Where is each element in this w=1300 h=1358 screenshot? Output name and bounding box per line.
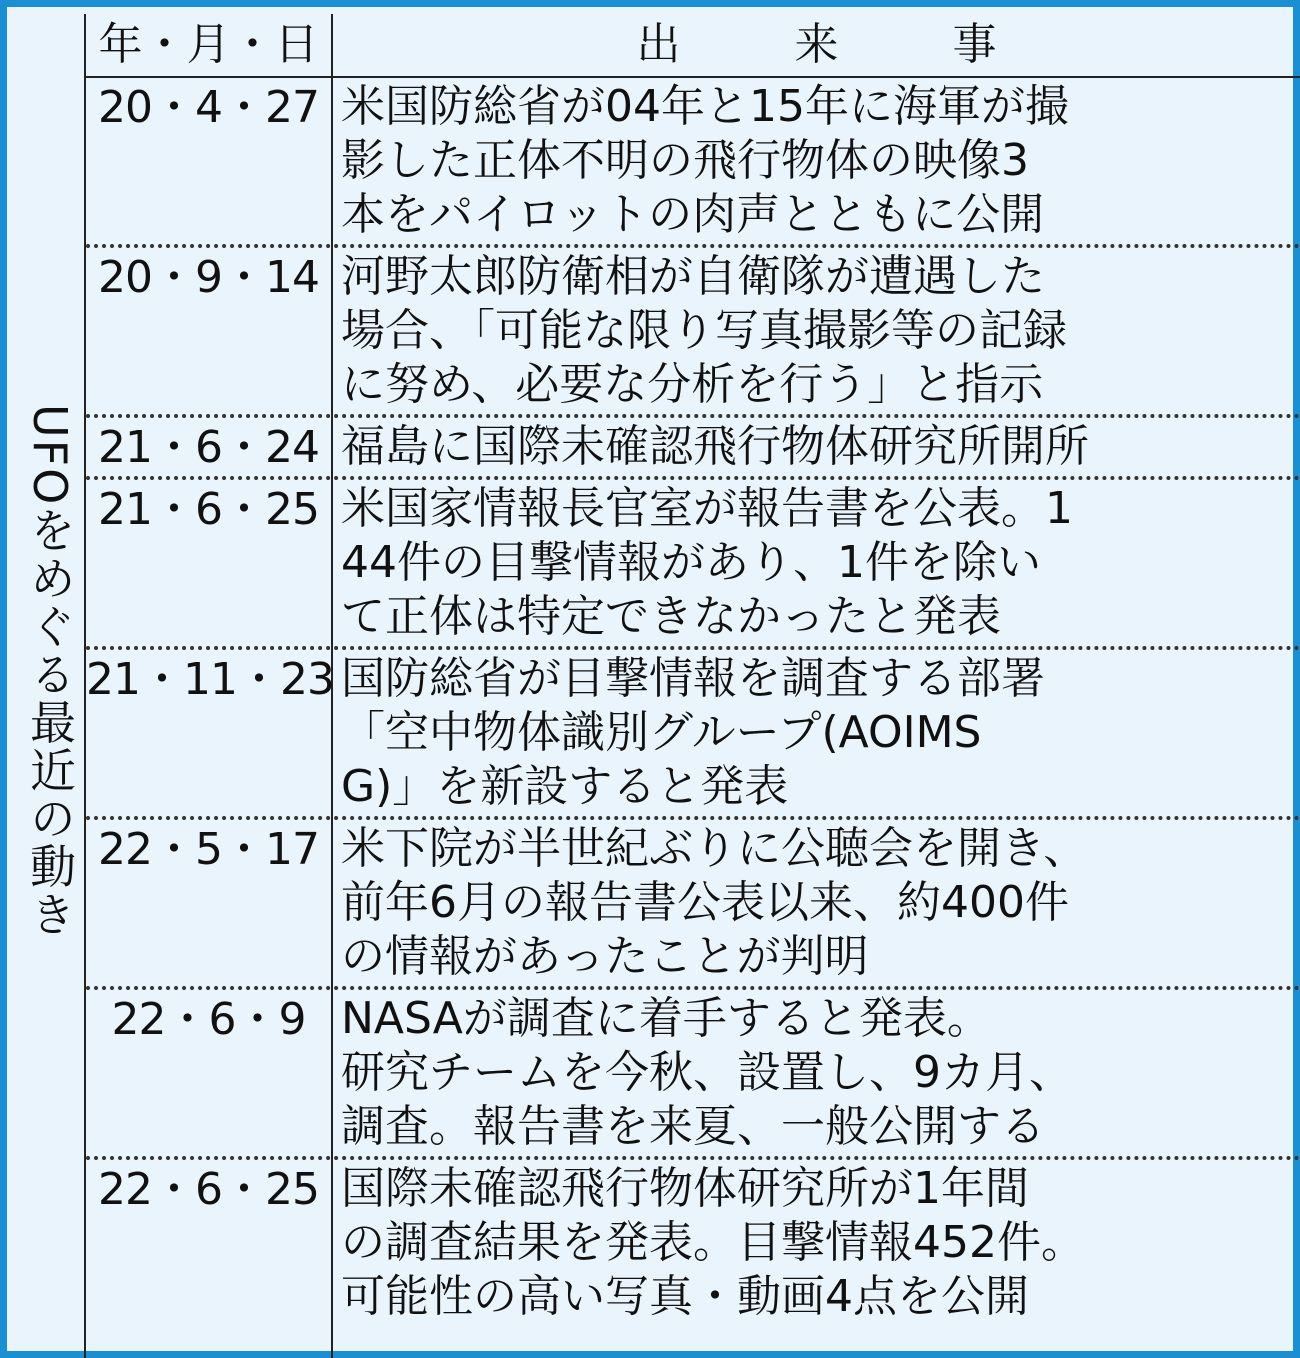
event-text-line: 「空中物体識別グループ(AOIMS [341,707,982,758]
table-row [86,650,1300,820]
event-date: 21・11・23 [86,654,334,705]
event-date: 20・9・14 [98,252,319,303]
event-description [341,78,1291,244]
header-row [86,14,1300,78]
event-text-line: NASAが調査に着手すると発表。 [341,993,991,1044]
events-table [86,14,1300,1358]
table-body [86,78,1300,1326]
event-text-line: 米下院が半世紀ぶりに公聴会を開き、 [341,823,1088,874]
event-description [341,1160,1291,1326]
event-description [341,480,1291,646]
table-row [86,418,1300,480]
event-text-line: 河野太郎防衛相が自衛隊が遭遇した [341,251,1045,302]
table-row [86,480,1300,650]
event-description [341,248,1291,414]
event-text-line: 前年6月の報告書公表以来、約400件 [341,877,1069,928]
event-text-line: 福島に国際未確認飛行物体研究所開所 [341,421,1089,472]
event-text-line: 本をパイロットの肉声とともに公開 [341,189,1045,240]
event-text-line: に努め、必要な分析を行う」と指示 [341,359,1044,410]
event-text-line: 場合、「可能な限り写真撮影等の記録 [341,305,1067,356]
event-text-line: 影した正体不明の飛行物体の映像3 [341,135,1029,186]
event-text-line: G)」を新設すると発表 [341,761,789,812]
event-text-line: 可能性の高い写真・動画4点を公開 [341,1271,1029,1322]
event-column-header: 出 来 事 [636,19,1047,70]
event-date: 22・5・17 [98,824,319,875]
event-date: 22・6・9 [111,994,306,1045]
event-description [341,990,1291,1156]
table-row [86,1160,1300,1326]
date-column-header: 年・月・日 [98,19,319,70]
event-text-line: 米国防総省が04年と15年に海軍が撮 [341,81,1069,132]
event-text-line: 研究チームを今秋、設置し、9カ月、 [341,1047,1073,1098]
event-text-line: 44件の目撃情報があり、1件を除い [341,537,1041,588]
event-description [341,418,1291,476]
event-date: 20・4・27 [98,82,319,133]
event-text-line: て正体は特定できなかったと発表 [341,591,1001,642]
event-description [341,820,1291,986]
table-row [86,990,1300,1160]
event-text-line: 調査。報告書を来夏、一般公開する [341,1101,1045,1152]
event-text-line: 国防総省が目撃情報を調査する部署 [341,653,1045,704]
table-title: UFOをめぐる最近の動き [23,404,77,939]
event-text-line: の情報があったことが判明 [341,931,869,982]
event-text-line: の調査結果を発表。目撃情報452件。 [341,1217,1085,1268]
table-row [86,78,1300,248]
table-row [86,248,1300,418]
event-text-line: 国際未確認飛行物体研究所が1年間 [341,1163,1029,1214]
event-date: 21・6・24 [98,422,319,473]
side-title-column [14,14,86,1358]
event-text-line: 米国家情報長官室が報告書を公表。1 [341,483,1073,534]
event-date: 21・6・25 [98,484,319,535]
event-date: 22・6・25 [98,1164,319,1215]
event-description [341,650,1291,816]
table-row [86,820,1300,990]
